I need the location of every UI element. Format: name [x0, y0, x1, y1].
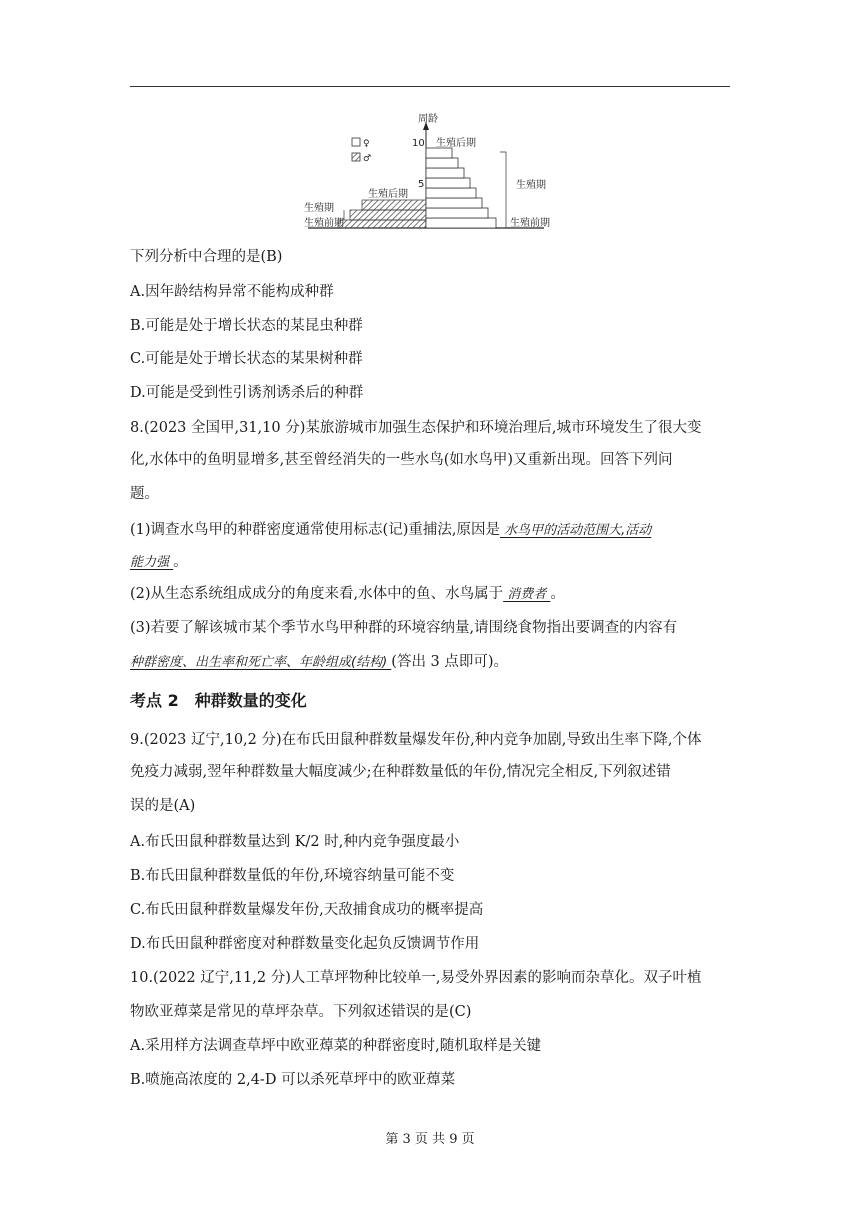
q7-option-a: A.因年龄结构异常不能构成种群 — [130, 284, 334, 300]
q7-option-b: B.可能是处于增长状态的某昆虫种群 — [130, 318, 363, 334]
male-label-repro: 生殖期 — [304, 203, 334, 214]
legend-female-swatch — [352, 138, 360, 146]
q8-part2 — [130, 584, 565, 605]
q8-part2-answer: 消费者 — [503, 587, 551, 602]
female-bar-6 — [426, 168, 464, 178]
legend-female-label: ♀ — [363, 139, 370, 149]
q9-line-2: 免疫力减弱,翌年种群数量大幅度减少;在种群数量低的年份,情况完全相反,下列叙述错 — [130, 764, 671, 780]
q10-line-2: 物欧亚蔊菜是常见的草坪杂草。下列叙述错误的是(C) — [130, 1004, 472, 1020]
female-bar-2 — [426, 208, 488, 218]
age-pyramid-figure — [300, 108, 600, 232]
male-bar-3 — [362, 200, 426, 210]
q7-stem: 下列分析中合理的是(B) — [130, 249, 283, 265]
q7-option-d: D.可能是受到性引诱剂诱杀后的种群 — [130, 385, 364, 401]
male-label-pre: 生殖前期 — [304, 218, 344, 229]
female-label-pre: 生殖前期 — [510, 218, 550, 229]
legend-male-label: ♂ — [363, 154, 372, 164]
q8-part1-line1 — [130, 520, 651, 541]
q8-line-1: 8.(2023 全国甲,31,10 分)某旅游城市加强生态保护和环境治理后,城市环境发生了很大变 — [130, 420, 702, 436]
tick-10: 10 — [412, 138, 425, 149]
q8-line-3: 题。 — [130, 486, 159, 502]
q9-option-c: C.布氏田鼠种群数量爆发年份,天敌捕食成功的概率提高 — [130, 902, 484, 918]
female-bar-3 — [426, 198, 482, 208]
q7-option-c: C.可能是处于增长状态的某果树种群 — [130, 351, 363, 367]
page-footer: 第 3 页 共 9 页 — [385, 1132, 475, 1147]
q8-part1-prompt: (1)调查水鸟甲的种群密度通常使用标志(记)重捕法,原因是 — [130, 522, 500, 538]
q10-line-1: 10.(2022 辽宁,11,2 分)人工草坪物种比较单一,易受外界因素的影响而杂草化。双子叶植 — [130, 970, 702, 986]
q9-line-1: 9.(2023 辽宁,10,2 分)在布氏田鼠种群数量爆发年份,种内竞争加剧,导致出生率下降,个体 — [130, 732, 702, 748]
female-bar-7 — [426, 158, 458, 168]
female-label-repro: 生殖期 — [516, 180, 546, 191]
male-bar-1 — [338, 220, 426, 228]
q8-part3-end: (答出 3 点即可)。 — [391, 654, 509, 670]
female-bar-4 — [426, 188, 476, 198]
male-bar-2 — [350, 210, 426, 220]
q8-part2-prompt: (2)从生态系统组成成分的角度来看,水体中的鱼、水鸟属于 — [130, 586, 504, 602]
q8-line-2: 化,水体中的鱼明显增多,甚至曾经消失的一些水鸟(如水鸟甲)又重新出现。回答下列问 — [130, 452, 673, 468]
q8-part3-line2 — [130, 652, 508, 673]
q9-line-3: 误的是(A) — [130, 798, 196, 814]
q8-part1-line2 — [130, 552, 188, 573]
q9-option-d: D.布氏田鼠种群密度对种群数量变化起负反馈调节作用 — [130, 936, 480, 952]
female-bar-8 — [426, 148, 452, 158]
legend-male-swatch — [352, 153, 360, 161]
q8-part1-answer-b: 能力强 — [130, 555, 174, 570]
q10-option-b: B.喷施高浓度的 2,4-D 可以杀死草坪中的欧亚蔊菜 — [130, 1072, 456, 1088]
tick-5: 5 — [418, 179, 425, 190]
female-bar-1 — [426, 218, 496, 228]
q8-part1-answer-a: 水鸟甲的活动范围大,活动 — [499, 523, 652, 538]
q8-part3-answer: 种群密度、出生率和死亡率、年龄组成(结构) — [130, 655, 392, 670]
q8-part2-end: 。 — [550, 586, 565, 602]
q8-part3-line1: (3)若要了解该城市某个季节水鸟甲种群的环境容纳量,请围绕食物指出要调查的内容有 — [130, 620, 678, 636]
q9-option-b: B.布氏田鼠种群数量低的年份,环境容纳量可能不变 — [130, 868, 455, 884]
y-axis-label: 周龄 — [418, 114, 438, 125]
q10-option-a: A.采用样方法调查草坪中欧亚蔊菜的种群密度时,随机取样是关键 — [130, 1038, 542, 1054]
q9-option-a: A.布氏田鼠种群数量达到 K/2 时,种内竞争强度最小 — [130, 834, 460, 850]
female-label-post: 生殖后期 — [436, 138, 476, 149]
q8-part1-end: 。 — [173, 554, 188, 570]
female-bar-5 — [426, 178, 470, 188]
section-heading: 考点 2 种群数量的变化 — [130, 691, 307, 710]
header-rule — [130, 86, 730, 87]
male-label-post: 生殖后期 — [368, 189, 408, 200]
